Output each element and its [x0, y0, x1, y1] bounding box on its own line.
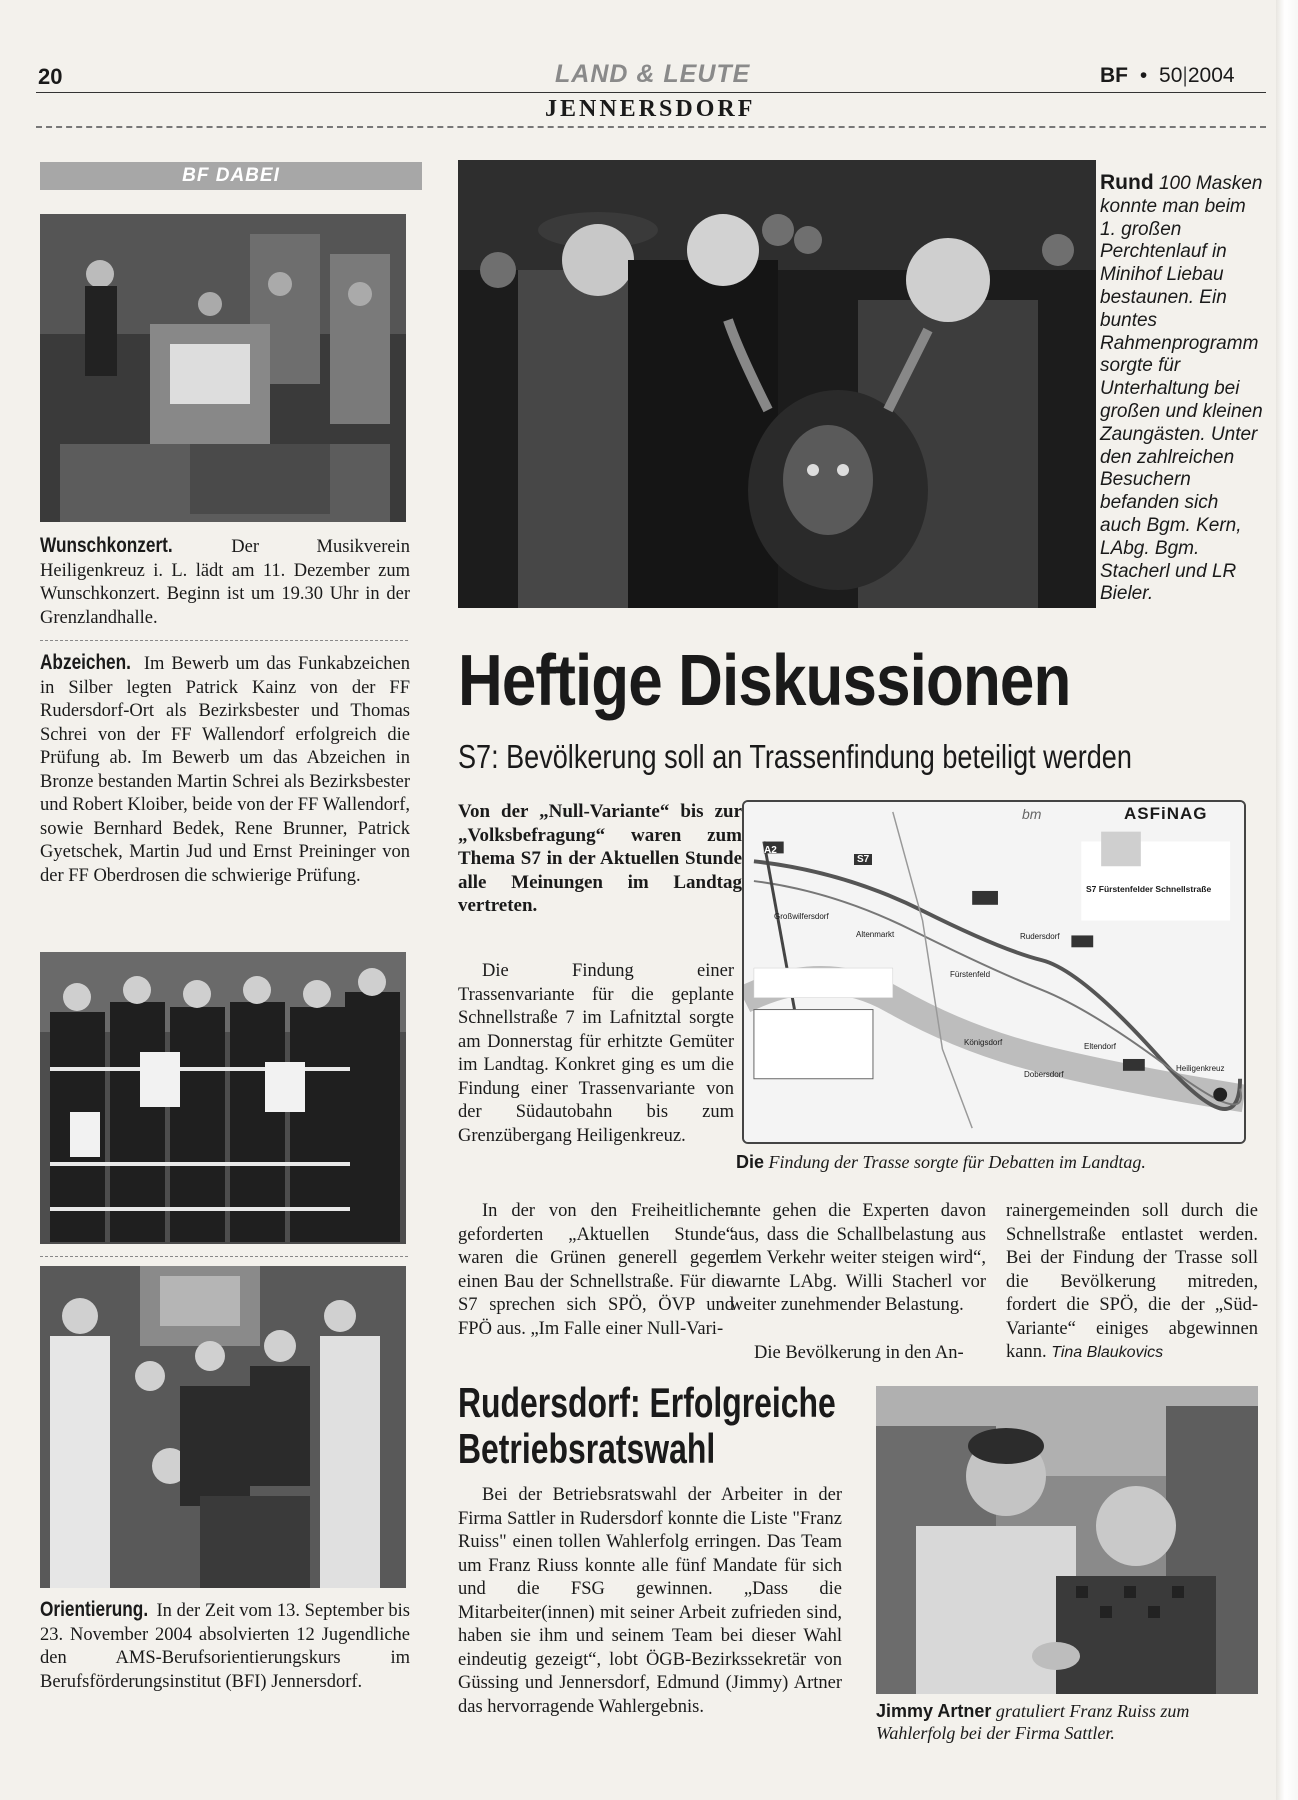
- map-place-dobersdorf: Dobersdorf: [1024, 1070, 1064, 1079]
- issue-year: 2004: [1187, 64, 1235, 87]
- orientierung-text: In der Zeit vom 13. September bis 23. November 2004 absolvierten 12 Jugendliche den AMS-Berufsorientierungskurs im Berufsförderungsinstitut (BFI) Jennersdorf.: [40, 1601, 410, 1692]
- section-title: LAND & LEUTE: [555, 60, 751, 88]
- map-caption-lead: Die: [736, 1152, 765, 1172]
- main-col2-p1: ante gehen die Experten davon aus, dass die Schallbelastung aus dem Verkehr weiter steigen wird“, warnte LAbg. Willi Stacherl vor weiter zunehmender Belastung.: [730, 1201, 986, 1315]
- map-legend-title: S7 Fürstenfelder Schnellstraße: [1086, 884, 1212, 894]
- map-place-fuerstenfeld: Fürstenfeld: [950, 970, 991, 979]
- region-title: JENNERSDORF: [545, 96, 756, 122]
- main-col1-p1: Die Findung einer Trassenvariante für die geplante Schnellstraße 7 im Lafnitztal sorgte am Donnerstag für erhitzte Gemüter im Landtag. Konkret ging es um die Findung einer Trassenvariante von der Südautobahn bis zum Grenzübergang Heiligenkreuz.: [458, 961, 734, 1146]
- abzeichen-title: Abzeichen.: [40, 651, 131, 674]
- map-logo-asfinag: ASFiNAG: [1124, 804, 1208, 823]
- main-col2-p2: Die Bevölkerung in den An-: [754, 1343, 964, 1363]
- map-place-eltendorf: Eltendorf: [1084, 1042, 1117, 1051]
- page-number: 20: [38, 64, 63, 89]
- perchtenlauf-caption-text: 100 Masken konnte man beim 1. großen Perchtenlauf in Minihof Liebau bestaunen. Ein buntes Rahmenprogramm sorgte für Unterhaltung bei großen und kleinen Zaungästen. Unter den zahlreichen Besuchern befanden sich auch Bgm. Kern, LAbg. Bgm. Stacherl und LR Bieler.: [1100, 173, 1263, 605]
- wunschkonzert-text: Der Musikverein Heiligenkreuz i. L. lädt am 11. Dezember zum Wunschkonzert. Beginn ist um 19.30 Uhr in der Grenzlandhalle.: [40, 537, 411, 628]
- bf-dabei-box: [40, 162, 422, 190]
- publication-name: BF: [1100, 64, 1128, 87]
- perchtenlauf-photo: [458, 160, 1096, 608]
- concert-photo: [40, 214, 406, 522]
- firefighters-photo: [40, 952, 406, 1244]
- second-headline-line2: Betriebsratswahl: [458, 1425, 716, 1472]
- map-place-heiligenkreuz: Heiligenkreuz: [1176, 1064, 1225, 1073]
- main-col3-text: rainergemeinden soll durch die Schnellstraße entlastet werden. Bei der Findung der Trasse soll die Bevölkerung mitreden, fordert die SPÖ, die der „Süd-Variante“ einiges abgewinnen kann.: [1006, 1201, 1258, 1362]
- map-label-a2: A2: [764, 845, 777, 856]
- map-caption: [736, 1152, 1248, 1173]
- main-col3-p1: [1006, 1200, 1258, 1365]
- map-label-s7: S7: [854, 854, 872, 865]
- second-headline: [458, 1380, 836, 1472]
- left-divider-1: [40, 640, 408, 641]
- perchtenlauf-caption-lead: Rund: [1100, 171, 1154, 194]
- bf-dabei-label: BF DABEI: [182, 165, 280, 186]
- wunschkonzert-title: Wunschkonzert.: [40, 534, 173, 557]
- header-dash-rule: [36, 126, 1266, 128]
- map-place-koenigsdorf: Königsdorf: [964, 1038, 1003, 1047]
- handshake-photo: [876, 1386, 1258, 1694]
- orientierung-title: Orientierung.: [40, 1598, 149, 1621]
- s7-route-map: [742, 800, 1246, 1144]
- youth-course-photo: [40, 1266, 406, 1588]
- main-subheadline: S7: Bevölkerung soll an Trassenfindung beteiligt werden: [458, 738, 1132, 775]
- map-place-altenmarkt: Altenmarkt: [856, 930, 895, 939]
- map-caption-text: Findung der Trasse sorgte für Debatten im Landtag.: [768, 1152, 1146, 1172]
- second-article-text: Bei der Betriebsratswahl der Arbeiter in der Firma Sattler in Rudersdorf konnte die Liste "Franz Ruiss" einen tollen Wahlerfolg erringen. Das Team um Franz Riuss konnte alle fünf Mandate für sich und die FSG gewinnen. „Dass die Mitarbeiter(innen) mit seiner Arbeit zufrieden sind, haben sie ihm und seinem Team bei dieser Wahl eindeutig gezeigt“, lobt ÖGB-Bezirkssekretär von Güssing und Jennersdorf, Edmund (Jimmy) Artner das hervorragende Wahlergebnis.: [458, 1485, 842, 1717]
- left-divider-2: [40, 1256, 408, 1257]
- perchtenlauf-caption: [1100, 172, 1264, 606]
- page-binding-edge: [1276, 0, 1298, 1800]
- main-col1-p2: In der von den Freiheitlichen geforderten „Aktuellen Stunde“ waren die Grünen generell gegen einen Bau der Schnellstraße. Für die S7 sprechen sich SPÖ, ÖVP und FPÖ aus. „Im Falle einer Null-Vari-: [458, 1201, 734, 1339]
- second-headline-line1: Rudersdorf: Erfolgreiche: [458, 1379, 836, 1426]
- abzeichen-text: Im Bewerb um das Funkabzeichen in Silber legten Patrick Kainz von der FF Rudersdorf-Ort als Bezirksbester und Thomas Schrei von der FF Wallendorf erfolgreich die Prüfung ab. Im Bewerb um das Abzeichen in Bronze bestanden Martin Schrei als Bezirksbester und Robert Kloiber, beide von der FF Wallendorf, sowie Bernhard Bedek, Rene Brunner, Patrick Gyetschek, Martin Jud und Ernst Preininger von der FF Oberdrosen die schwierige Prüfung.: [40, 654, 410, 886]
- handshake-caption-text: gratuliert Franz Ruiss zum Wahlerfolg bei der Firma Sattler.: [876, 1701, 1190, 1743]
- map-logo-bm: bm: [1022, 806, 1042, 822]
- map-place-grosswilfersdorf: Großwilfersdorf: [774, 912, 829, 921]
- handshake-caption: [876, 1700, 1266, 1744]
- wunschkonzert-item: [40, 534, 410, 630]
- main-lead: Von der „Null-Variante“ bis zur „Volksbefragung“ waren zum Thema S7 in der Aktuellen Stunde alle Meinungen im Landtag vertreten.: [458, 801, 742, 916]
- header-rule: [36, 92, 1266, 93]
- main-author: Tina Blaukovics: [1051, 1344, 1164, 1361]
- handshake-caption-lead: Jimmy Artner: [876, 1701, 992, 1721]
- issue-number: 50: [1159, 64, 1183, 87]
- issue-info: BF • 50|2004: [1100, 64, 1235, 87]
- abzeichen-item: [40, 651, 410, 888]
- map-place-rudersdorf: Rudersdorf: [1020, 932, 1060, 941]
- orientierung-item: [40, 1598, 410, 1694]
- main-headline: Heftige Diskussionen: [458, 641, 1071, 721]
